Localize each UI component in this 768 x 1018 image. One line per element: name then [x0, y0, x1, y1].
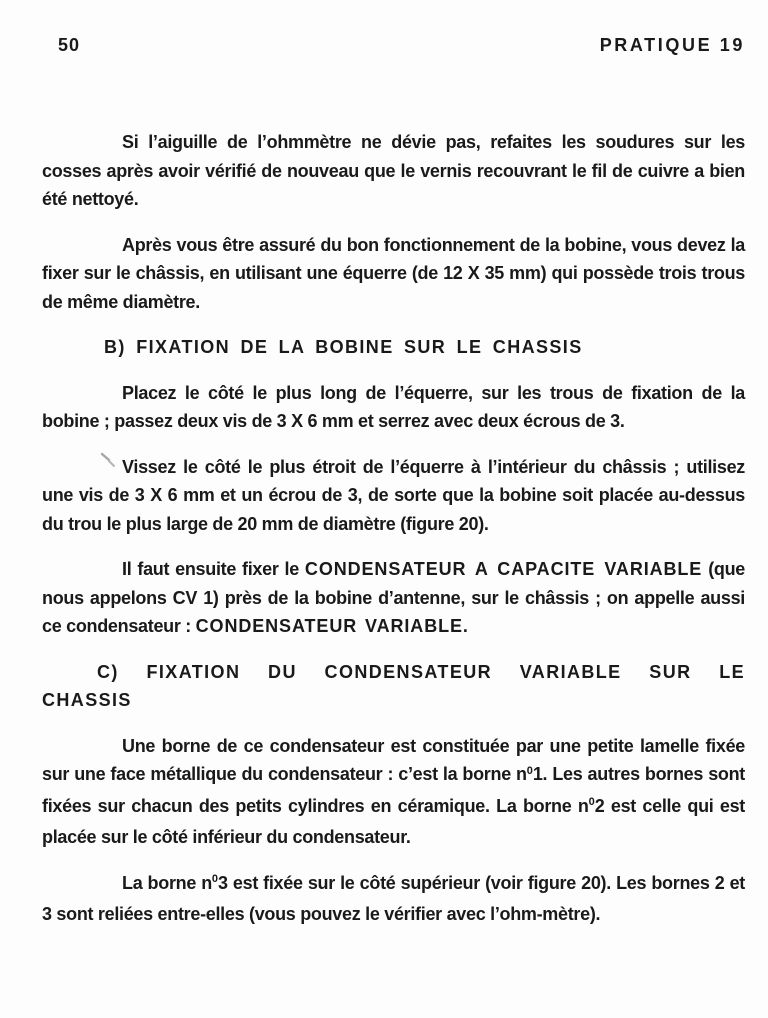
paragraph-fixer-bobine: Après vous être assuré du bon fonctionnement de la bobine, vous devez la fixer sur le châssis, en utilisant une équerre (de 12 X 35 mm) qui possède trois trous de même diamètre. — [42, 234, 745, 312]
page-text — [42, 128, 745, 929]
paragraph-vissez-equerre: Vissez le côté le plus étroit de l’équerre à l’intérieur du châssis ; utilisez une vis de 3 X 6 mm et un écrou de 3, de sorte que la bobine soit placée au-dessus du trou le plus large de 20 mm de diamètre (figure 20). — [42, 456, 745, 534]
paragraph-bornes — [42, 732, 745, 852]
heading-b-fixation-bobine: B) FIXATION DE LA BOBINE SUR LE CHASSIS — [104, 337, 583, 357]
paragraph-soudures: Si l’aiguille de l’ohmmètre ne dévie pas, refaites les soudures sur les cosses après avoir vérifié de nouveau que le vernis recouvrant le fil de cuivre a bien été nettoyé. — [42, 132, 745, 209]
text-segment: . — [462, 616, 468, 636]
superscript-zero: 0 — [588, 796, 595, 808]
text-segment-caps: CONDENSATEUR VARIABLE — [195, 616, 463, 636]
heading-c-line2: CHASSIS — [42, 690, 132, 710]
text-segment: 1. Les autres bornes sont fixées sur chacun des petits cylindres en céramique. La borne n — [42, 764, 745, 816]
page-number: 50 — [58, 35, 81, 55]
paragraph-condensateur-variable — [42, 555, 745, 641]
superscript-zero: 0 — [211, 873, 219, 885]
text-segment-caps: CONDENSATEUR A CAPACITE VARIABLE — [304, 559, 703, 579]
running-title: PRATIQUE 19 — [599, 35, 745, 55]
text-segment: 3 est fixée sur le côté supérieur (voir figure 20). Les bornes 2 et 3 sont reliées entre-elles (vous pouvez le vérifier avec l’ohm-mètre). — [42, 872, 745, 924]
paragraph-borne-3 — [42, 869, 745, 929]
heading-c-fixation-condensateur — [42, 658, 745, 715]
text-segment: Une borne de ce condensateur est constituée par une petite lamelle fixée sur une face métallique du condensateur : c’est la borne n — [42, 735, 745, 784]
page-header — [42, 34, 745, 56]
text-segment: 2 est celle qui est placée sur le côté inférieur du condensateur. — [42, 795, 746, 847]
paragraph-placez-equerre: Placez le côté le plus long de l’équerre, sur les trous de fixation de la bobine ; passez deux vis de 3 X 6 mm et serrez avec deux écrous de 3. — [42, 382, 745, 431]
superscript-zero: 0 — [526, 764, 533, 777]
text-segment: Il faut ensuite fixer le — [122, 559, 305, 579]
text-segment: La borne n — [122, 872, 212, 893]
heading-c-line1: C) FIXATION DU CONDENSATEUR VARIABLE SUR LE — [97, 661, 745, 682]
text-segment: (que nous appelons CV 1) près de la bobine d’antenne, sur le châssis ; on appelle aussi ce condensateur : — [42, 559, 745, 636]
